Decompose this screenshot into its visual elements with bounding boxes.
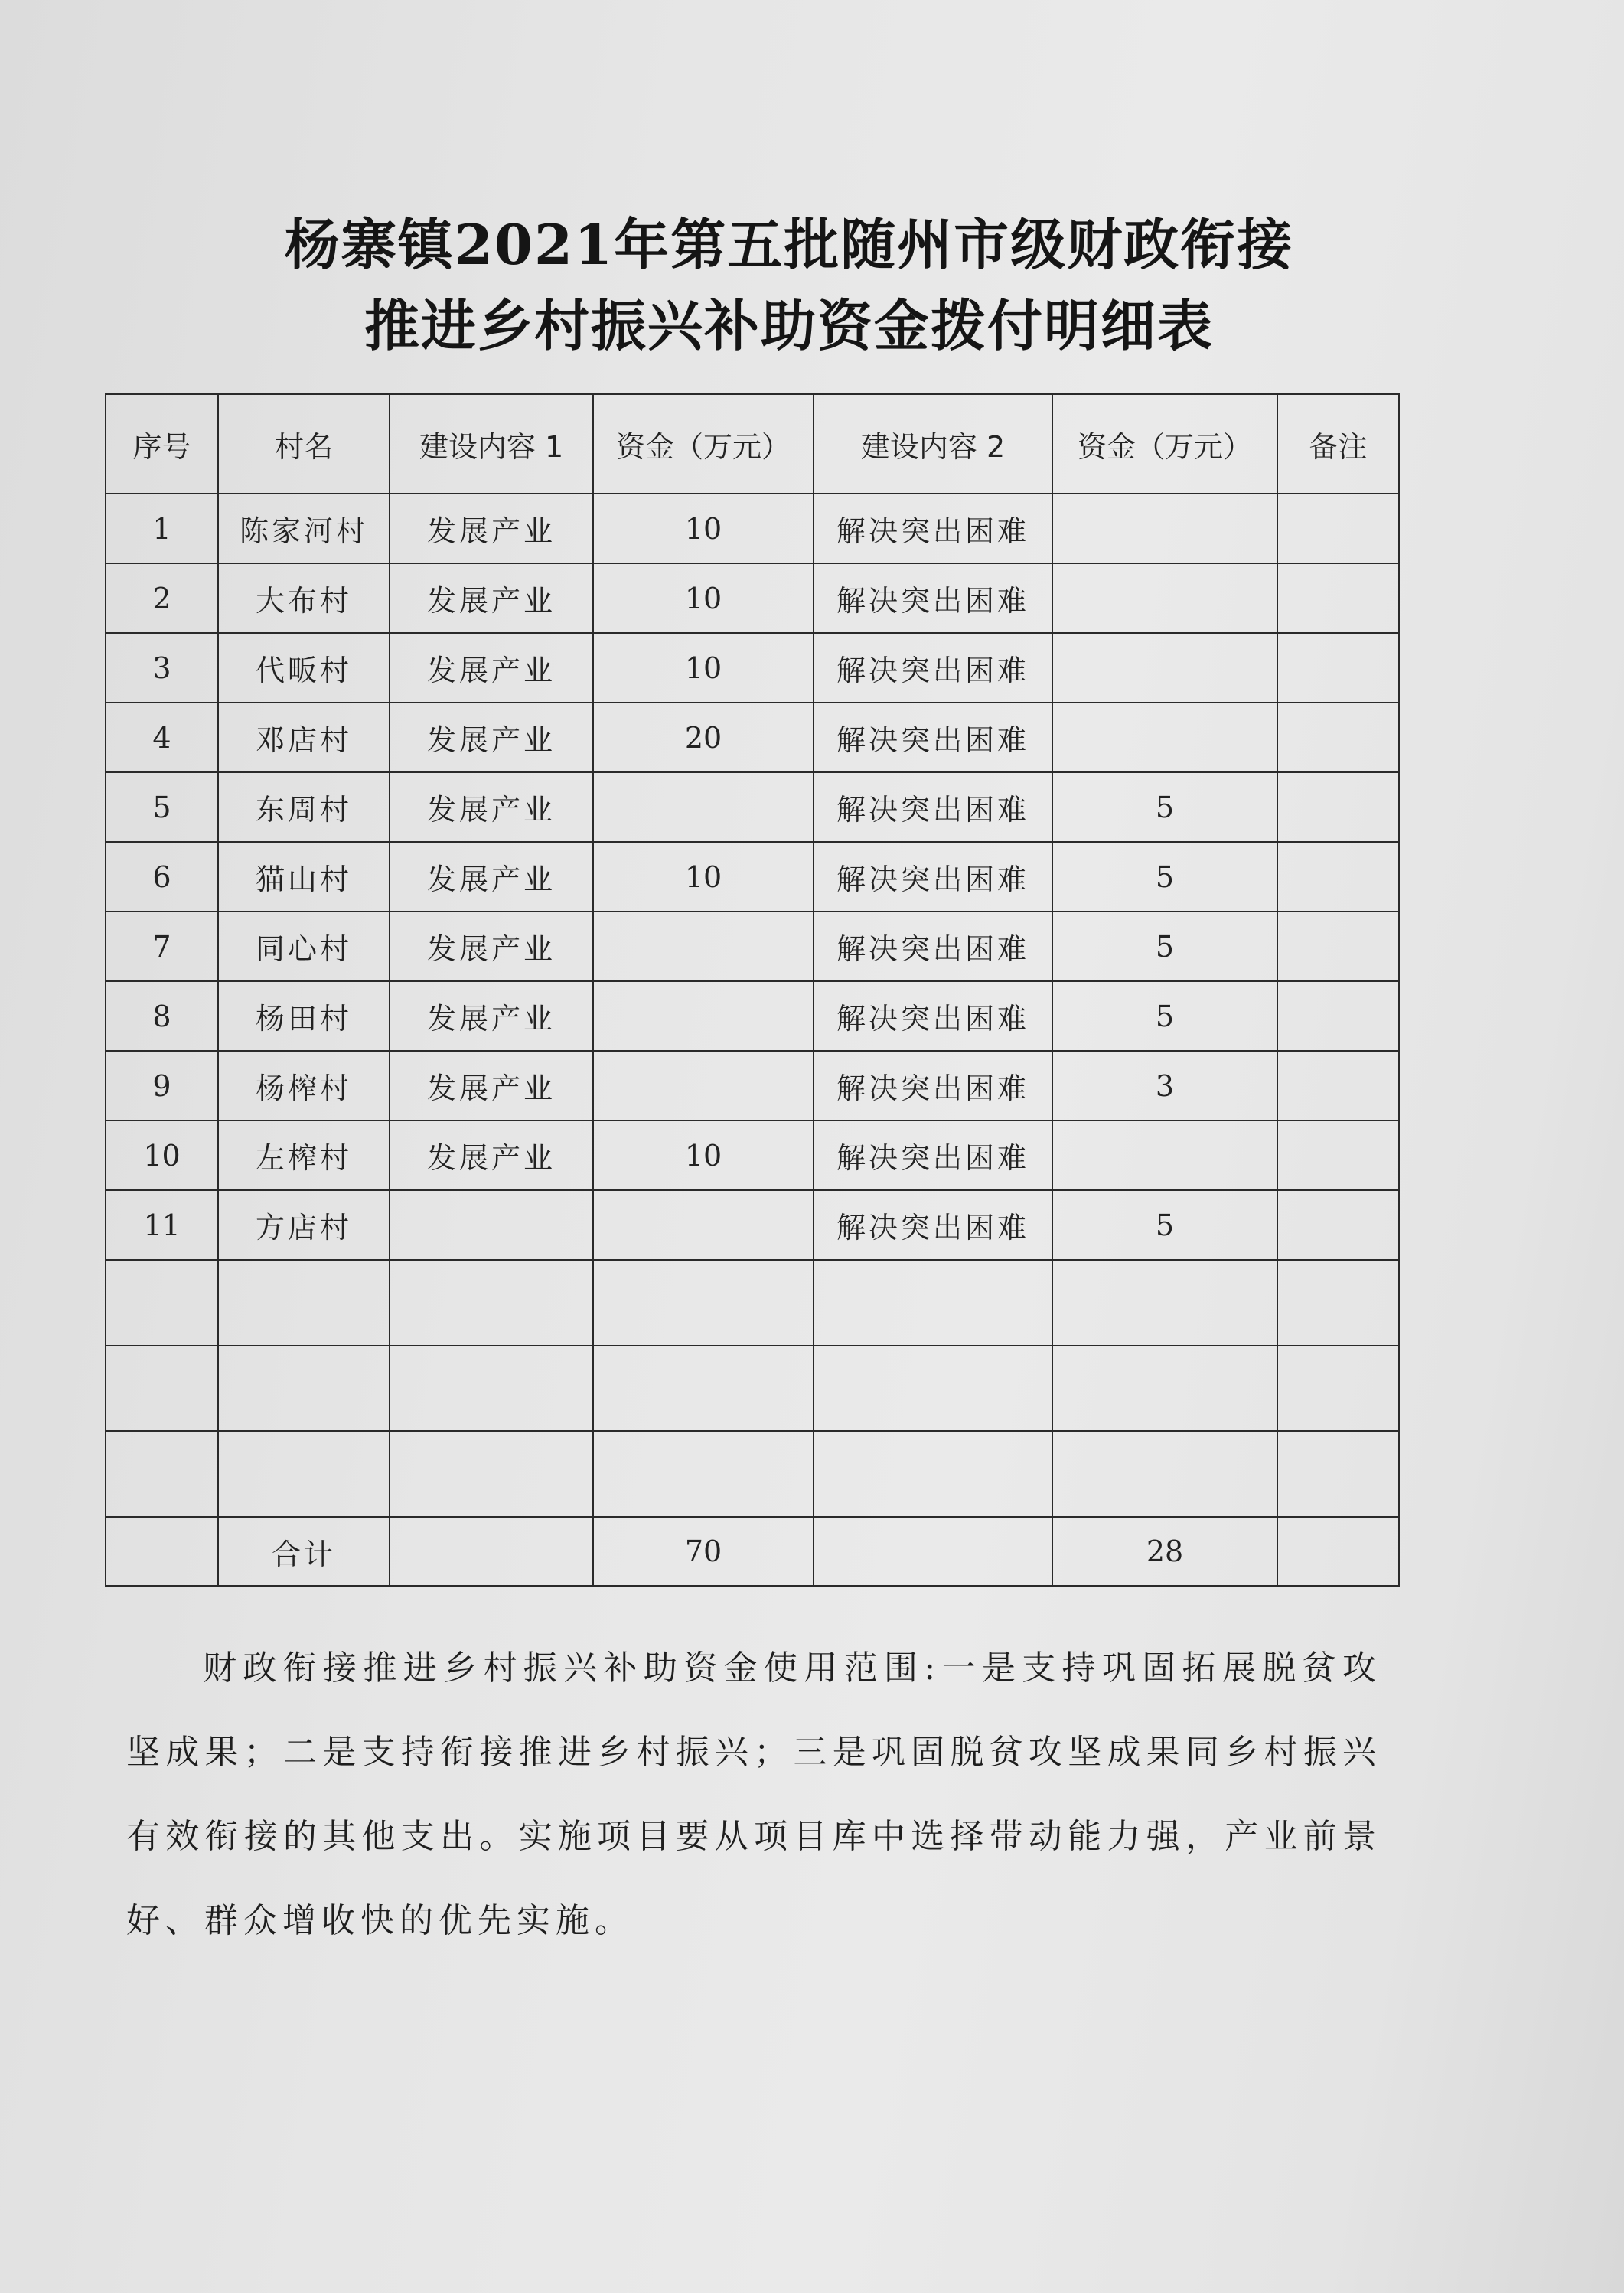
blank-cell [390,1431,593,1517]
blank-row [106,1345,1399,1431]
document-title-line2: 推进乡村振兴补助资金拨付明细表 [364,293,1214,358]
cell-village: 猫山村 [218,842,390,912]
cell-fund2: 5 [1052,912,1277,981]
cell-fund1 [593,912,814,981]
blank-cell [390,1345,593,1431]
cell-content1: 发展产业 [390,703,593,772]
blank-cell [1052,1260,1277,1345]
table-row [106,1051,1399,1120]
cell-fund1 [593,1051,814,1120]
cell-index: 2 [106,563,218,633]
total-empty-cell [814,1517,1052,1586]
blank-cell [106,1345,218,1431]
cell-content1 [390,1190,593,1260]
table-row [106,1120,1399,1190]
cell-fund2: 3 [1052,1051,1277,1120]
blank-cell [593,1431,814,1517]
cell-content1: 发展产业 [390,772,593,842]
total-empty-cell [106,1517,218,1586]
table-row [106,842,1399,912]
blank-cell [218,1431,390,1517]
document-title-line1: 杨寨镇2021年第五批随州市级财政衔接 [284,212,1294,277]
cell-index: 9 [106,1051,218,1120]
cell-village: 陈家河村 [218,494,390,563]
blank-cell [218,1345,390,1431]
cell-note [1277,1120,1399,1190]
cell-content1: 发展产业 [390,981,593,1051]
cell-content1: 发展产业 [390,494,593,563]
cell-fund1: 10 [593,1120,814,1190]
cell-village: 方店村 [218,1190,390,1260]
cell-fund1 [593,981,814,1051]
total-fund2: 28 [1052,1517,1277,1586]
table-row [106,494,1399,563]
cell-village: 代畈村 [218,633,390,703]
cell-content2: 解决突出困难 [814,703,1052,772]
cell-village: 左榨村 [218,1120,390,1190]
cell-index: 4 [106,703,218,772]
cell-index: 1 [106,494,218,563]
cell-content2: 解决突出困难 [814,1120,1052,1190]
cell-village: 大布村 [218,563,390,633]
cell-index: 5 [106,772,218,842]
table-row [106,772,1399,842]
cell-content1: 发展产业 [390,1051,593,1120]
cell-fund1: 10 [593,563,814,633]
cell-note [1277,494,1399,563]
blank-cell [814,1431,1052,1517]
cell-note [1277,1190,1399,1260]
cell-content2: 解决突出困难 [814,981,1052,1051]
cell-content1: 发展产业 [390,563,593,633]
cell-fund2 [1052,703,1277,772]
cell-fund2: 5 [1052,772,1277,842]
table-row [106,912,1399,981]
cell-content2: 解决突出困难 [814,912,1052,981]
header-note: 备注 [1277,394,1399,494]
cell-fund1 [593,772,814,842]
blank-row [106,1431,1399,1517]
usage-paragraph: 财政衔接推进乡村振兴补助资金使用范围:一是支持巩固拓展脱贫攻坚成果；二是支持衔接推进乡村振兴；三是巩固脱贫攻坚成果同乡村振兴有效衔接的其他支出。实施项目要从项目库中选择带动能力强，产业前景好、群众增收快的优先实施。 [126,1649,1381,1940]
cell-index: 7 [106,912,218,981]
cell-content2: 解决突出困难 [814,772,1052,842]
cell-index: 3 [106,633,218,703]
blank-cell [1052,1431,1277,1517]
total-empty-cell [1277,1517,1399,1586]
total-fund1: 70 [593,1517,814,1586]
cell-village: 同心村 [218,912,390,981]
blank-cell [593,1345,814,1431]
table-header-row [106,394,1399,494]
blank-cell [1277,1431,1399,1517]
cell-fund2 [1052,494,1277,563]
cell-fund2 [1052,1120,1277,1190]
cell-fund1 [593,1190,814,1260]
blank-cell [106,1431,218,1517]
cell-note [1277,981,1399,1051]
cell-content2: 解决突出困难 [814,633,1052,703]
blank-cell [593,1260,814,1345]
cell-fund2: 5 [1052,842,1277,912]
cell-village: 东周村 [218,772,390,842]
cell-village: 杨田村 [218,981,390,1051]
header-fund2: 资金（万元） [1052,394,1277,494]
cell-fund1: 10 [593,494,814,563]
cell-content2: 解决突出困难 [814,1051,1052,1120]
cell-note [1277,912,1399,981]
cell-village: 杨榨村 [218,1051,390,1120]
cell-note [1277,772,1399,842]
header-content2: 建设内容 2 [814,394,1052,494]
cell-content2: 解决突出困难 [814,563,1052,633]
cell-fund2: 5 [1052,981,1277,1051]
cell-note [1277,1051,1399,1120]
cell-content1: 发展产业 [390,1120,593,1190]
cell-note [1277,563,1399,633]
cell-index: 8 [106,981,218,1051]
cell-content2: 解决突出困难 [814,842,1052,912]
total-label: 合计 [218,1517,390,1586]
blank-cell [106,1260,218,1345]
cell-village: 邓店村 [218,703,390,772]
cell-fund1: 10 [593,842,814,912]
table-row [106,1190,1399,1260]
cell-note [1277,842,1399,912]
cell-content2: 解决突出困难 [814,494,1052,563]
header-fund1: 资金（万元） [593,394,814,494]
blank-cell [814,1260,1052,1345]
blank-row [106,1260,1399,1345]
header-index: 序号 [106,394,218,494]
cell-content1: 发展产业 [390,633,593,703]
total-empty-cell [390,1517,593,1586]
blank-cell [218,1260,390,1345]
cell-fund1: 10 [593,633,814,703]
cell-note [1277,703,1399,772]
blank-cell [390,1260,593,1345]
cell-content1: 发展产业 [390,842,593,912]
header-content1: 建设内容 1 [390,394,593,494]
cell-fund1: 20 [593,703,814,772]
table-row [106,981,1399,1051]
cell-index: 10 [106,1120,218,1190]
table-row [106,563,1399,633]
cell-note [1277,633,1399,703]
total-row [106,1517,1399,1586]
blank-cell [1052,1345,1277,1431]
blank-cell [1277,1260,1399,1345]
cell-fund2 [1052,633,1277,703]
cell-index: 11 [106,1190,218,1260]
cell-index: 6 [106,842,218,912]
table-row [106,633,1399,703]
cell-fund2 [1052,563,1277,633]
header-village: 村名 [218,394,390,494]
blank-cell [814,1345,1052,1431]
table-row [106,703,1399,772]
cell-content1: 发展产业 [390,912,593,981]
cell-fund2: 5 [1052,1190,1277,1260]
cell-content2: 解决突出困难 [814,1190,1052,1260]
allocation-table [105,393,1400,1587]
blank-cell [1277,1345,1399,1431]
